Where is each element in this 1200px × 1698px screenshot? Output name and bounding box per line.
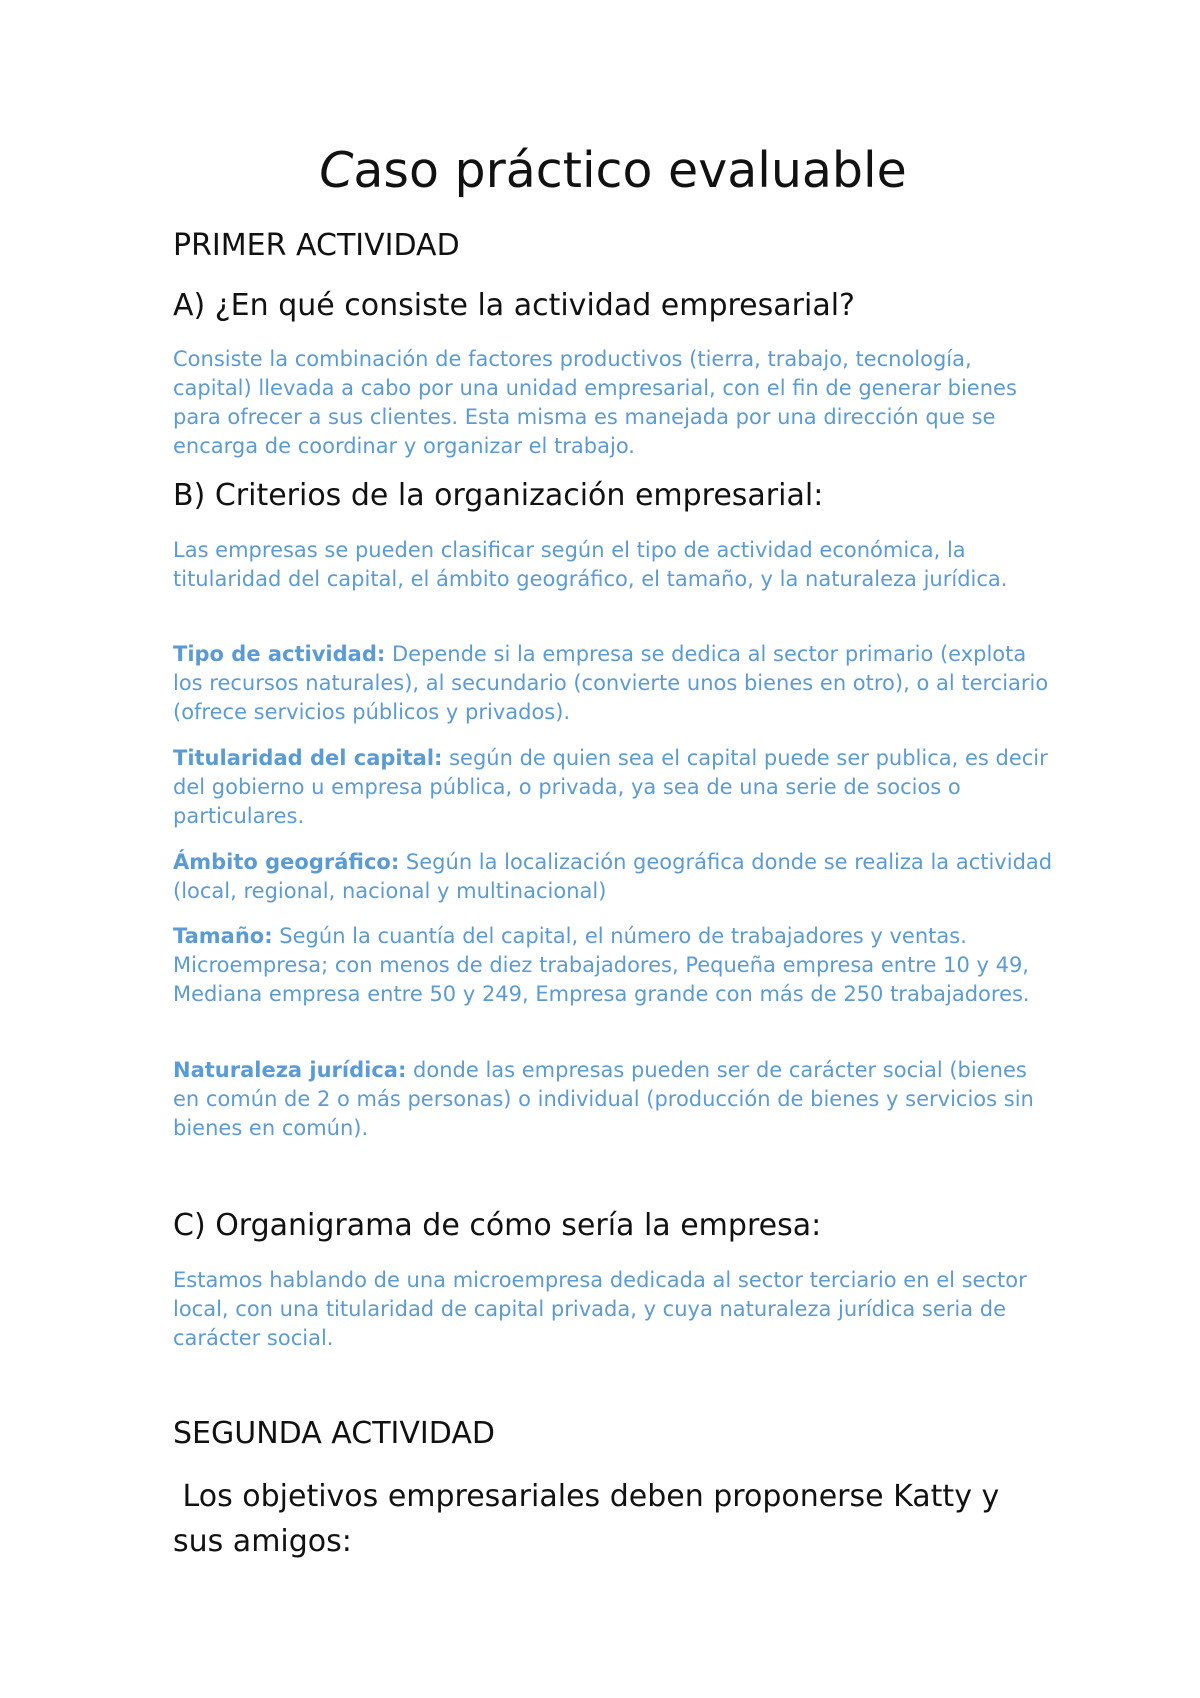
criterion-naturaleza — [173, 1056, 1053, 1143]
criterion-text: donde las empresas pueden ser de carácter social (bienes en común de 2 o más personas) o individual (producción de bienes y servicios sin bienes en común). — [173, 1058, 1034, 1140]
criterion-term: Tipo de actividad: — [173, 642, 386, 666]
answer-b-intro: Las empresas se pueden clasificar según el tipo de actividad económica, la titularidad del capital, el ámbito geográfico, el tamaño, y la naturaleza jurídica. — [173, 538, 1008, 591]
activity1-heading: PRIMER ACTIVIDAD — [173, 228, 460, 263]
document-title — [173, 142, 1053, 199]
criterion-tamano — [173, 922, 1053, 1009]
question-c: C) Organigrama de cómo sería la empresa: — [173, 1208, 822, 1243]
criterion-term: Tamaño: — [173, 924, 273, 948]
answer-c: Estamos hablando de una microempresa dedicada al sector terciario en el sector local, con una titularidad de capital privada, y cuya naturaleza jurídica seria de carácter social. — [173, 1268, 1027, 1350]
criterion-tipo-actividad — [173, 640, 1053, 727]
question-a: A) ¿En qué consiste la actividad empresarial? — [173, 288, 855, 323]
criterion-term: Titularidad del capital: — [173, 746, 443, 770]
criterion-text: Depende si la empresa se dedica al sector primario (explota los recursos naturales), al secundario (convierte unos bienes en otro), o al terciario (ofrece servicios públicos y privados). — [173, 642, 1049, 724]
criterion-term: Naturaleza jurídica: — [173, 1058, 407, 1082]
criterion-term: Ámbito geográfico: — [173, 850, 400, 874]
criterion-text: Según la localización geográfica donde se realiza la actividad (local, regional, nacional y multinacional) — [173, 850, 1053, 903]
criterion-titularidad — [173, 744, 1053, 831]
title-first-letter: C — [319, 142, 354, 199]
criterion-ambito — [173, 848, 1053, 906]
answer-a: Consiste la combinación de factores productivos (tierra, trabajo, tecnología, capital) llevada a cabo por una unidad empresarial, con el fin de generar bienes para ofrecer a sus clientes. Esta misma es manejada por una dirección que se encarga de coordinar y organizar el trabajo. — [173, 347, 1017, 458]
title-rest: aso práctico evaluable — [353, 142, 907, 199]
activity2-heading: SEGUNDA ACTIVIDAD — [173, 1416, 495, 1451]
activity2-question: Los objetivos empresariales deben proponerse Katty y sus amigos: — [173, 1479, 1009, 1559]
question-b: B) Criterios de la organización empresarial: — [173, 478, 824, 513]
criterion-text: Según la cuantía del capital, el número de trabajadores y ventas. Microempresa; con menos de diez trabajadores, Pequeña empresa entre 10 y 49, Mediana empresa entre 50 y 249, Empresa grande con más de 250 trabajadores. — [173, 924, 1030, 1006]
criterion-text: según de quien sea el capital puede ser publica, es decir del gobierno u empresa pública, o privada, ya sea de una serie de socios o particulares. — [173, 746, 1048, 828]
